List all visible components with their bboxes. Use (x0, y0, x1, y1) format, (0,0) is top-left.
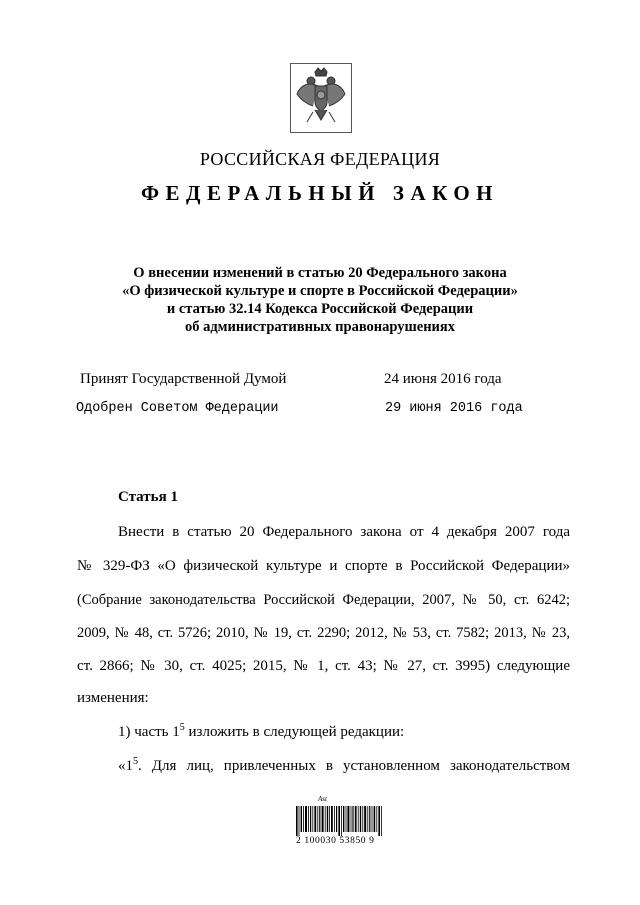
state-emblem-frame (290, 63, 352, 133)
title-line: «О физической культуре и спорте в Российской Федерации» (122, 283, 518, 299)
article-heading: Статья 1 (118, 489, 178, 505)
article-text-line: № 329-ФЗ «О физической культуре и спорте в Российской Федерации» (77, 558, 570, 574)
document-type: ФЕДЕРАЛЬНЫЙ ЗАКОН (141, 181, 499, 205)
amendment-item-superscript: 5 (179, 722, 185, 733)
duma-adoption-date: 24 июня 2016 года (384, 371, 502, 387)
title-line: и статью 32.14 Кодекса Российской Федерации (166, 301, 474, 317)
double-headed-eagle-icon (291, 64, 351, 132)
amendment-item-suffix: изложить в следующей редакции: (184, 724, 405, 740)
article-text-line: (Собрание законодательства Российской Федерации, 2007, № 50, ст. 6242; (77, 592, 570, 608)
amendment-item (118, 724, 611, 741)
barcode-icon (296, 796, 386, 836)
article-text-line: 2009, № 48, ст. 5726; 2010, № 19, ст. 2290; 2012, № 53, ст. 7582; 2013, № 23, (77, 625, 570, 641)
country-name: РОССИЙСКАЯ ФЕДЕРАЦИЯ (199, 149, 441, 169)
title-line: О внесении изменений в статью 20 Федерального закона (133, 265, 507, 281)
council-approval-label: Одобрен Советом Федерации (76, 401, 279, 416)
duma-adoption-label: Принят Государственной Думой (80, 371, 287, 387)
article-text-line: Внести в статью 20 Федерального закона от 4 декабря 2007 года (118, 524, 570, 540)
registration-stamp-mark: Ast (318, 795, 327, 803)
article-text-line: изменения: (77, 690, 149, 706)
amendment-quote (118, 758, 570, 775)
document-barcode (296, 796, 386, 841)
barcode-number: 2 100030 53850 9 (296, 836, 375, 846)
article-text-line: ст. 2866; № 30, ст. 4025; 2015, № 1, ст. 43; № 27, ст. 3995) следующие (77, 658, 570, 674)
amendment-quote-suffix: . Для лиц, привлеченных в установленном законодательством (138, 758, 570, 774)
amendment-quote-superscript: 5 (133, 756, 138, 767)
council-approval-date: 29 июня 2016 года (385, 401, 523, 416)
amendment-quote-prefix: «1 (118, 758, 133, 774)
amendment-item-prefix: 1) часть 1 (118, 724, 180, 740)
title-line: об административных правонарушениях (184, 319, 456, 335)
